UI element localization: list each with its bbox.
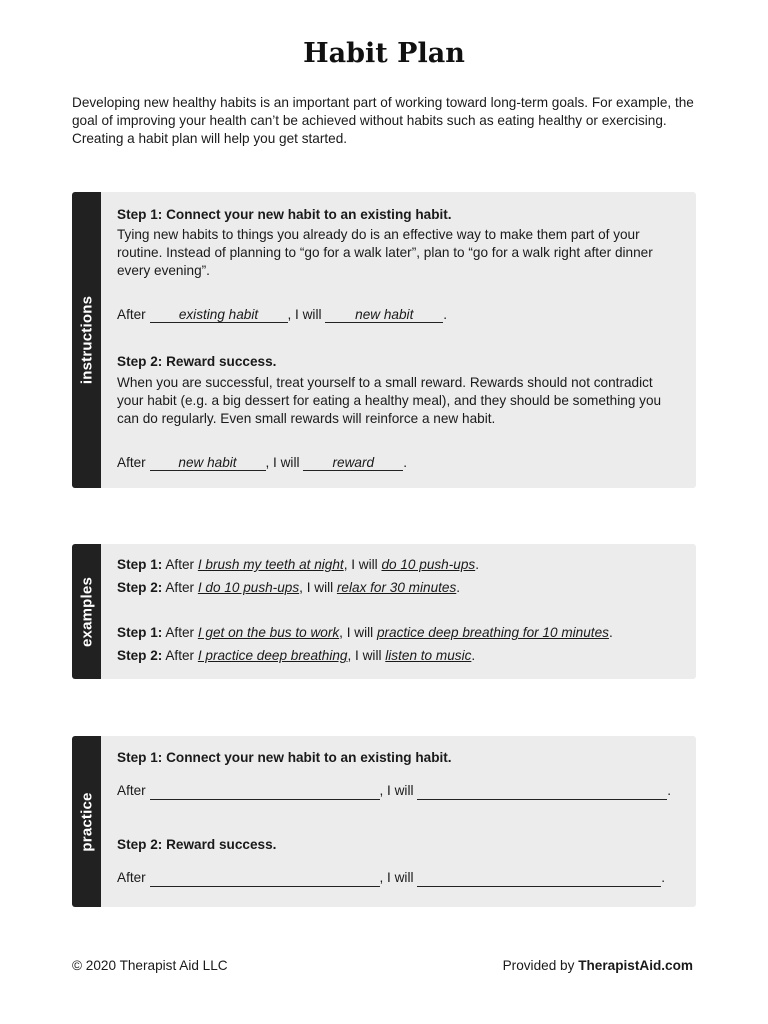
instructions-label: instructions [78, 295, 95, 385]
after-text: After [117, 783, 146, 798]
i-will-text: , I will [287, 307, 322, 322]
new-habit-field[interactable] [150, 872, 380, 887]
period: . [443, 307, 448, 322]
example-action: practice deep breathing for 10 minutes [376, 625, 609, 640]
period: . [667, 783, 672, 798]
new-habit-blank: new habit [150, 455, 266, 471]
i-will-text: , I will [299, 580, 334, 595]
example-step: Step 2: [117, 648, 163, 663]
step1-heading: Step 1: Connect your new habit to an existing habit. [117, 207, 452, 222]
examples-sidebar [72, 544, 101, 679]
practice-sidebar [72, 736, 101, 907]
new-habit-field[interactable] [417, 785, 667, 800]
step2-text: When you are successful, treat yourself to a small reward. Rewards should not contradict your habit (e.g. a big dessert for eating a healthy meal), and they should be something you can do regularly. Even small rewards will reinforce a new habit. [117, 375, 662, 426]
intro-paragraph: Developing new healthy habits is an important part of working toward long-term goals. For example, the goal of improving your health can’t be achieved without habits such as eating healthy or exercising. Creating a habit plan will help you get started. [72, 95, 694, 146]
existing-habit-blank: existing habit [150, 307, 288, 323]
example-action: listen to music [385, 648, 472, 663]
brand-link[interactable]: TherapistAid.com [578, 958, 693, 973]
period: . [403, 455, 408, 470]
example-habit: I get on the bus to work [197, 625, 340, 640]
instructions-panel [72, 192, 696, 488]
example-row [117, 624, 613, 642]
practice-panel [72, 736, 696, 907]
example-step: Step 1: [117, 557, 163, 572]
i-will-text: , I will [265, 455, 300, 470]
provided-by [503, 958, 693, 973]
example-habit: I do 10 push-ups [197, 580, 300, 595]
period: . [608, 625, 613, 640]
copyright: © 2020 Therapist Aid LLC [72, 958, 228, 973]
practice-step1-heading: Step 1: Connect your new habit to an existing habit. [117, 750, 452, 765]
example-habit: I practice deep breathing [197, 648, 348, 663]
after-text: After [165, 648, 195, 663]
practice-step2-sentence [117, 869, 665, 887]
period: . [456, 580, 461, 595]
after-text: After [117, 870, 146, 885]
practice-step1-sentence [117, 782, 671, 800]
examples-label: examples [78, 576, 95, 647]
example-row [117, 579, 460, 597]
after-text: After [165, 557, 195, 572]
example-row [117, 556, 479, 574]
after-text: After [117, 307, 146, 322]
reward-blank: reward [303, 455, 403, 471]
i-will-text: , I will [379, 783, 414, 798]
example-action: do 10 push-ups [381, 557, 476, 572]
existing-habit-field[interactable] [150, 785, 380, 800]
examples-panel [72, 544, 696, 679]
provided-by-text: Provided by [502, 958, 575, 973]
example-action: relax for 30 minutes [336, 580, 457, 595]
after-text: After [117, 455, 146, 470]
example-row [117, 647, 475, 665]
period: . [471, 648, 476, 663]
example-step: Step 2: [117, 580, 163, 595]
example-step: Step 1: [117, 625, 163, 640]
step1-text: Tying new habits to things you already do is an effective way to make them part of your routine. Instead of planning to “go for a walk later”, plan to “go for a walk right after dinner every evening”. [117, 227, 653, 278]
i-will-text: , I will [379, 870, 414, 885]
reward-field[interactable] [417, 872, 661, 887]
i-will-text: , I will [343, 557, 378, 572]
step1-sentence [117, 306, 447, 324]
after-text: After [165, 625, 195, 640]
after-text: After [165, 580, 195, 595]
practice-step2-heading: Step 2: Reward success. [117, 837, 277, 852]
example-habit: I brush my teeth at night [197, 557, 344, 572]
period: . [661, 870, 666, 885]
practice-label: practice [78, 791, 95, 852]
period: . [475, 557, 479, 572]
page-title: Habit Plan [303, 38, 465, 69]
i-will-text: , I will [339, 625, 374, 640]
new-habit-blank: new habit [325, 307, 443, 323]
step2-sentence [117, 454, 407, 472]
step2-heading: Step 2: Reward success. [117, 354, 277, 369]
instructions-sidebar [72, 192, 101, 488]
i-will-text: , I will [347, 648, 382, 663]
